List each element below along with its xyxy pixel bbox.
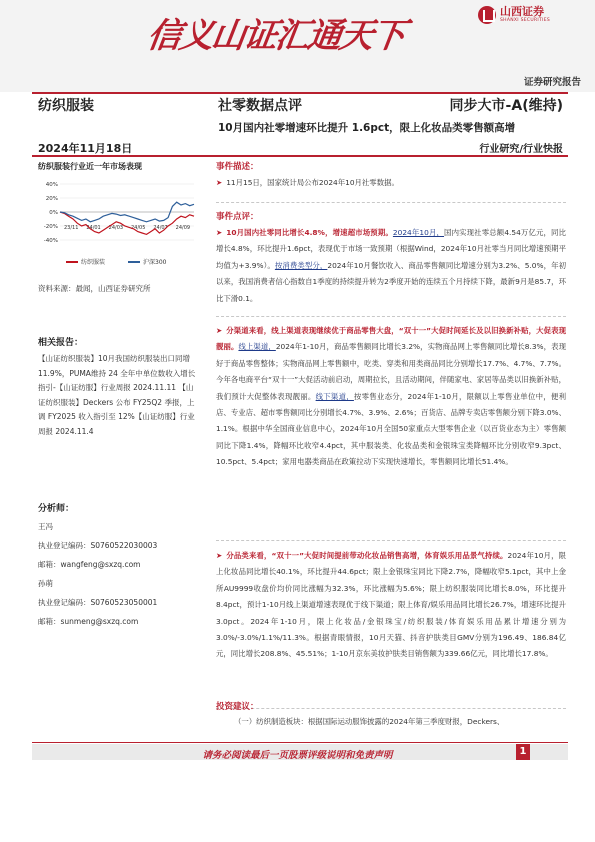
logo-name-en: SHANXI SECURITIES (500, 18, 550, 24)
paragraph-retail-growth (216, 225, 566, 307)
page-number: 1 (516, 744, 530, 760)
paragraph-text: 2024年1-10月，商品零售额同比增长3.2%，实物商品网上零售额同比增长8.3%，表现好于商品零售整体；实物商品网上零售额中，吃类、穿类和用类商品同比分别增长17.7%、4.7%、7.7%。今年各电商平台“双十一”大促活动前启动，周期拉长，且活动期间，伴随家电、家居等品类以旧换新补贴，我们预计大促整体表现靓丽。 (216, 342, 566, 401)
top-divider (32, 92, 568, 94)
invest-paragraph (216, 714, 566, 730)
market-performance-chart (38, 180, 198, 272)
x-tick-label: 24/01 (86, 225, 101, 231)
y-tick-label: -20% (43, 224, 58, 230)
bullet-icon: ➤ (216, 178, 223, 187)
inline-link[interactable]: 按消费类型分， (274, 260, 328, 270)
analyst-name: 孙萌 (38, 579, 53, 588)
y-tick-label: 40% (45, 182, 58, 188)
y-tick-label: -40% (43, 238, 58, 244)
comment-title: 事件点评： (216, 212, 259, 222)
analyst-email[interactable]: 邮箱：sunmeng@sxzq.com (38, 617, 139, 626)
legend-label: 沪深300 (143, 259, 167, 266)
paragraph-channels (216, 323, 566, 471)
bullet-icon: ➤ (216, 551, 223, 560)
legend-label: 纺织服装 (81, 259, 106, 266)
analyst-cert: 执业登记编码：S0760523050001 (38, 598, 158, 607)
section-divider (216, 540, 566, 541)
title-divider (32, 155, 568, 157)
header-slogan: 信义山证汇通天下 (144, 16, 407, 56)
section-divider (216, 708, 566, 709)
y-tick-label: 0% (49, 210, 58, 216)
paragraph-lead: 分品类来看，“双十一”大促时间提前带动化妆品销售高增，体育娱乐用品景气持续。 (226, 551, 508, 560)
chart-title: 纺织服装行业近一年市场表现 (38, 162, 142, 171)
analyst-email[interactable]: 邮箱：wangfeng@sxzq.com (38, 560, 141, 569)
industry-rating: 同步大市-A(维持) (449, 98, 563, 114)
inline-link[interactable]: 2024年10月， (392, 228, 445, 237)
report-subject: 社零数据点评 (218, 98, 302, 114)
invest-text: （一）纺织制造板块：根据国际运动服饰披露的2024年第三季度财报，Deckers、 (234, 717, 505, 726)
paragraph-text: 2024年10月，限上化妆品同比增长40.1%，环比提升44.6pct；限上金银珠宝同比下降2.7%，降幅收窄5.1pct，其中上金所AU9999收盘价均价同比涨幅为32.3%，环比涨幅为5.6%；限上纺织服装同比增长8.0%，环比提升8.4pct，预计1-10月线上渠道增速表现优于线下渠道；限上体育/娱乐用品同比增长26.7%，增速环比提升3.0pct。2024年1-10月，限上化妆品/金银珠宝/纺织服装/体育娱乐用品累计增速分别为3.0%/-3.0%/1.1%/11.3%。根据青眼情报，10月天猫、抖音护肤类目GMV分别为196.49、186.84亿元，同比增长208.8%、45.51%；1-10月京东美妆护肤类目销售额为339.66亿元，同比增长17.8%。 (216, 551, 567, 659)
bullet-icon: ➤ (216, 228, 223, 237)
x-tick-label: 24/03 (108, 225, 124, 231)
section-divider (216, 316, 566, 317)
logo-name: 山西证券 (500, 5, 544, 19)
company-logo (478, 6, 550, 24)
x-tick-label: 23/11 (64, 225, 79, 231)
report-category: 行业研究/行业快报 (479, 144, 563, 155)
report-date: 2024年11月18日 (38, 142, 133, 155)
event-title: 事件描述： (216, 162, 259, 172)
section-divider (216, 202, 566, 203)
paragraph-lead: 10月国内社零同比增长4.8%，增速超市场预期。 (226, 228, 393, 237)
event-text: 11月15日，国家统计局公布2024年10月社零数据。 (226, 178, 399, 187)
chart-source: 资料来源：最闻，山西证券研究所 (38, 284, 151, 293)
inline-link[interactable]: 线下渠道， (315, 391, 354, 401)
analyst-list (38, 517, 198, 631)
x-tick-label: 24/09 (175, 225, 191, 231)
paragraph-lead: 分渠道来看，线上渠道表现继续优于商品零售大盘，“双十一”大促时间延长及以旧换新补贴，大促表现靓丽。 (216, 326, 566, 352)
report-type: 证券研究报告 (523, 77, 581, 88)
footer-divider (32, 742, 568, 743)
y-tick-label: 20% (45, 196, 58, 202)
event-paragraph (216, 175, 566, 191)
related-reports-text[interactable]: 【山证纺织服装】10月我国纺织服装出口同增 11.9%，PUMA维持 24 全年中单位数收入增长指引-【山证纺服】行业周报 2024.11.11 【山证纺织服装】Deckers 公布 FY25Q2 季报，上调 FY2025 收入指引至 12%【山证纺服】行业周报 2024.11.4 (38, 354, 196, 436)
analyst-cert: 执业登记编码：S0760522030003 (38, 541, 158, 550)
x-tick-label: 24/07 (153, 225, 168, 231)
bullet-icon: ➤ (216, 326, 223, 335)
logo-icon (478, 6, 496, 24)
footer-disclaimer: 请务必阅读最后一页股票评级说明和免责声明 (202, 750, 393, 761)
paragraph-categories (216, 548, 566, 663)
invest-title: 投资建议： (216, 702, 259, 712)
inline-link[interactable]: 线上渠道， (238, 342, 276, 352)
related-reports-title: 相关报告： (38, 338, 84, 348)
analyst-title: 分析师： (38, 504, 75, 514)
analyst-name: 王冯 (38, 522, 53, 531)
x-tick-label: 24/05 (131, 225, 146, 231)
paragraph-text: 国内实现社零总额4.54万亿元，同比增长4.8%，环比提升1.6pct，表现优于市场一致预期（根据Wind，2024年10月社零当月同比增速预期平均值为+3.9%）。 (216, 228, 566, 270)
paragraph-text: 按零售业态分，2024年1-10月，限额以上零售业单位中，便利店、专业店、超市零售额同比分别增长4.7%、3.9%、2.6%；百货店、品牌专卖店零售额分别下降3.0%、1.1%。根据中华全国商业信息中心，2024年10月全国50家重点大型零售企业（以百货业态为主）零售额同比下降1.4%，降幅环比收窄4.4pct，其中服装类、化妆品类和金银珠宝类降幅环比分别收窄9.3pct、10.5pct、5.4pct；家用电器类商品在政策拉动下实现快速增长，零售额同比增长51.4%。 (216, 391, 566, 467)
report-headline: 10月国内社零增速环比提升 1.6pct，限上化妆品类零售额高增 (218, 122, 516, 134)
paragraph-text: 2024年10月餐饮收入、商品零售额同比增速分别为3.2%、5.0%，年初以来，我国消费者信心指数自1季度的持续提升转为2季度开始的连续五个月持续下降，最新9月是85.7，环比下滑0.1。 (216, 260, 566, 303)
industry-name: 纺织服装 (38, 98, 94, 114)
